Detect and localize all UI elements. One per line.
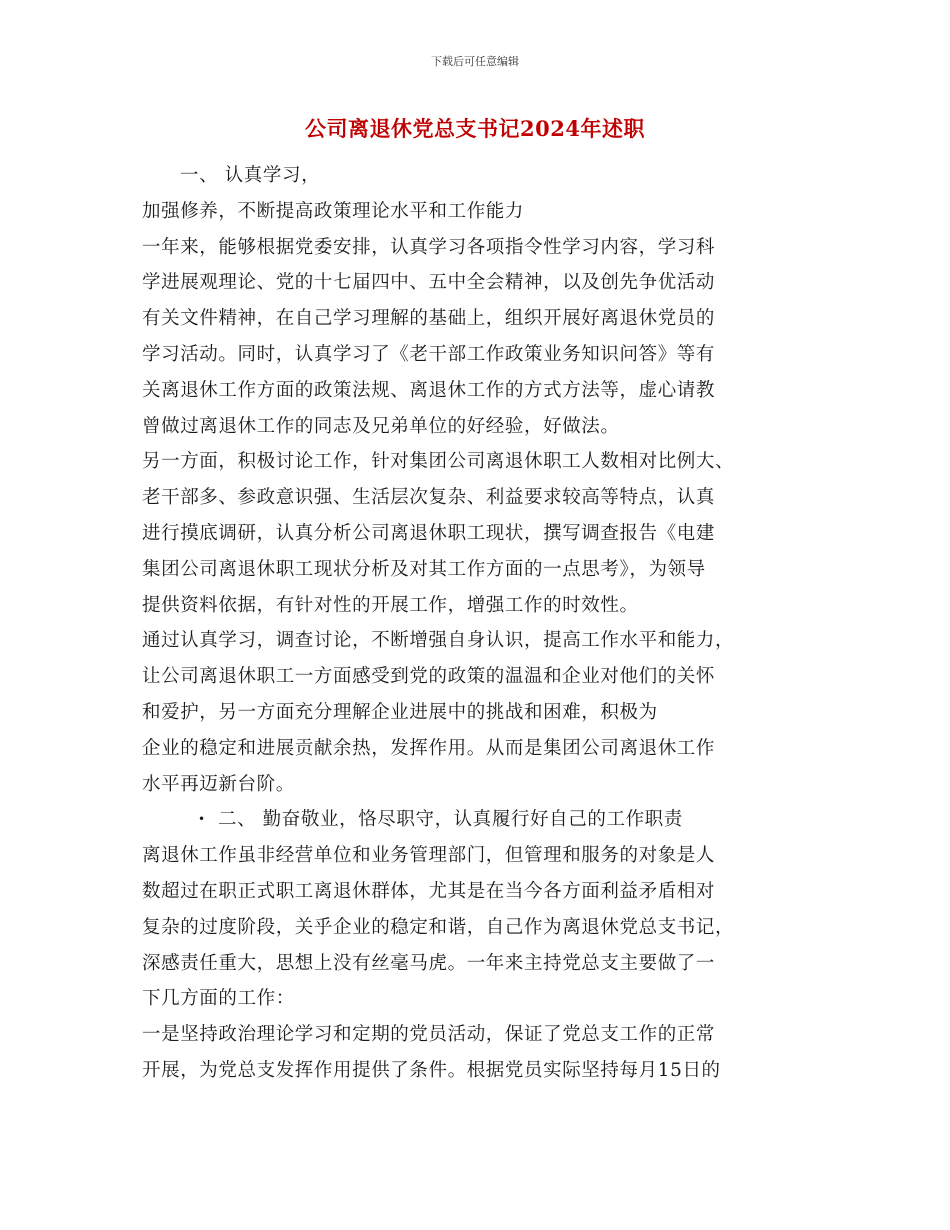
body-line: 让公司离退休职工一方面感受到党的政策的温温和企业对他们的关怀 xyxy=(142,666,716,688)
body-line: 一年来，能够根据党委安排，认真学习各项指令性学习内容，学习科 xyxy=(142,236,716,258)
body-line: 通过认真学习，调查讨论，不断增强自身认识，提高工作水平和能力， xyxy=(142,630,735,652)
body-line: 离退休工作虽非经营单位和业务管理部门，但管理和服务的对象是人 xyxy=(142,845,716,867)
body-line: 老干部多、参政意识强、生活层次复杂、利益要求较高等特点，认真 xyxy=(142,487,716,509)
body-line: 水平再迈新台阶。 xyxy=(142,773,295,795)
body-line: 学习活动。同时，认真学习了《老干部工作政策业务知识问答》等有 xyxy=(142,343,716,365)
document-title: 公司离退休党总支书记2024年述职 xyxy=(305,116,645,141)
document-body xyxy=(142,158,812,1089)
section-heading-2-text: 二、 勤奋敬业，恪尽职守，认真履行好自己的工作职责 xyxy=(218,809,683,831)
body-line: 数超过在职正式职工离退休群体，尤其是在当今各方面利益矛盾相对 xyxy=(142,880,716,902)
body-line: 曾做过离退休工作的同志及兄弟单位的好经验，好做法。 xyxy=(142,415,620,437)
header-note: 下载后可任意编辑 xyxy=(431,55,519,68)
section-heading-2 xyxy=(142,802,812,838)
body-line: 开展，为党总支发挥作用提供了条件。根据党员实际坚持每月15日的 xyxy=(142,1059,721,1081)
body-line: 下几方面的工作： xyxy=(142,988,295,1010)
bullet-icon: • xyxy=(198,812,206,827)
body-line: 复杂的过度阶段，关乎企业的稳定和谐，自己作为离退休党总支书记， xyxy=(142,916,735,938)
body-line: 学进展观理论、党的十七届四中、五中全会精神，以及创先争优活动 xyxy=(142,272,716,294)
body-line: 企业的稳定和进展贡献余热，发挥作用。从而是集团公司离退休工作 xyxy=(142,737,716,759)
body-line: 有关文件精神，在自己学习理解的基础上，组织开展好离退休党员的 xyxy=(142,308,716,330)
body-line: 和爱护，另一方面充分理解企业进展中的挑战和困难，积极为 xyxy=(142,701,658,723)
section-heading-1: 一、 认真学习， xyxy=(180,165,321,186)
body-line: 加强修养，不断提高政策理论水平和工作能力 xyxy=(142,200,525,222)
body-line: 一是坚持政治理论学习和定期的党员活动，保证了党总支工作的正常 xyxy=(142,1024,716,1046)
body-line: 关离退休工作方面的政策法规、离退休工作的方式方法等，虚心请教 xyxy=(142,379,716,401)
body-line: 提供资料依据，有针对性的开展工作，增强工作的时效性。 xyxy=(142,594,639,616)
body-line: 深感责任重大，思想上没有丝毫马虎。一年来主持党总支主要做了一 xyxy=(142,952,716,974)
body-line: 另一方面，积极讨论工作，针对集团公司离退休职工人数相对比例大、 xyxy=(142,451,735,473)
body-line: 进行摸底调研，认真分析公司离退休职工现状，撰写调查报告《电建 xyxy=(142,522,716,544)
body-line: 集团公司离退休职工现状分析及对其工作方面的一点思考》，为领导 xyxy=(142,558,706,580)
